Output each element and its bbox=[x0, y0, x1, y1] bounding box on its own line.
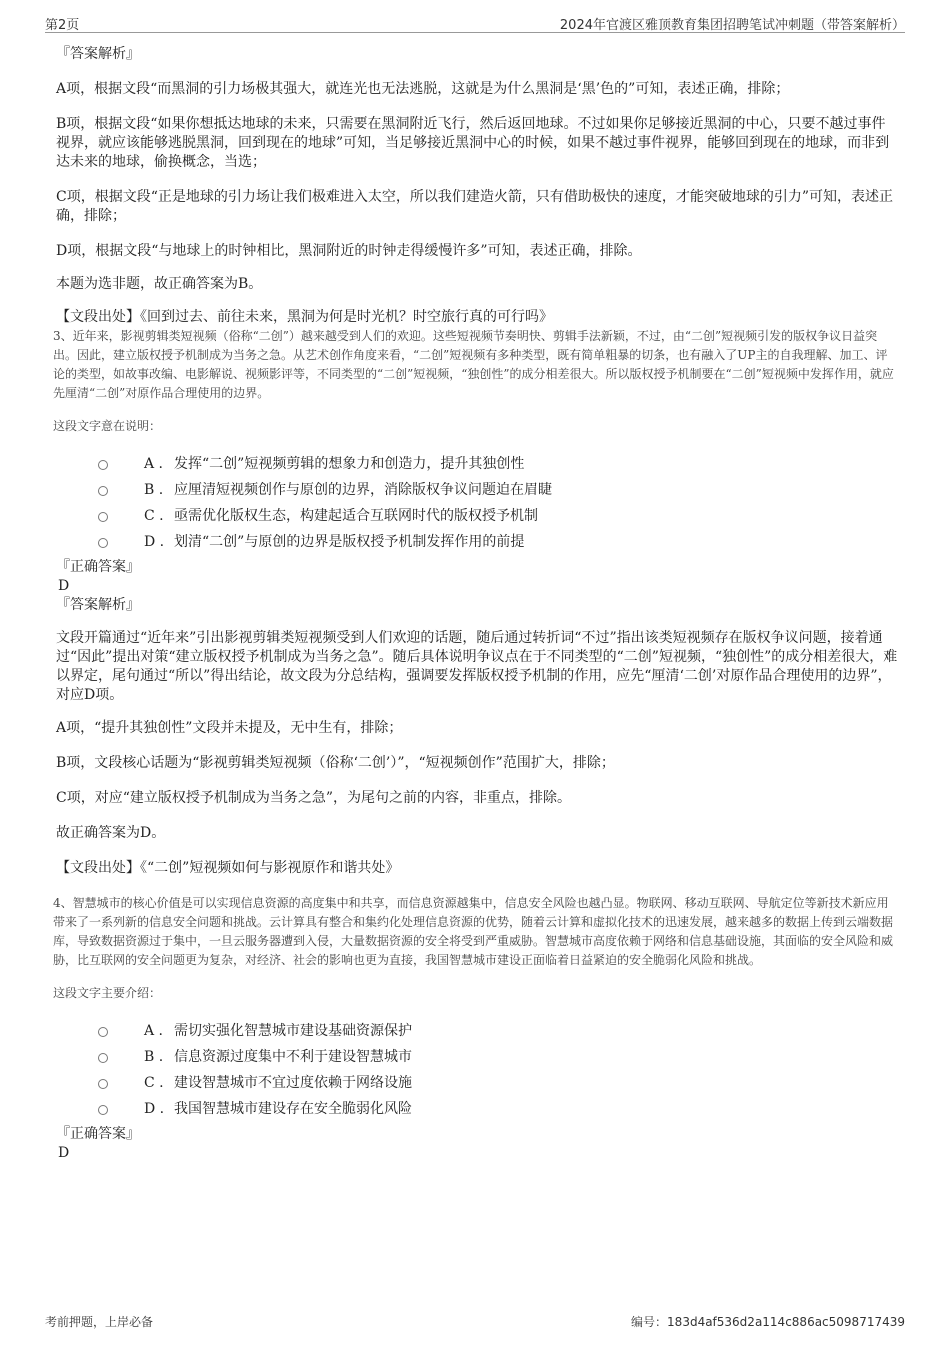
document-code-label: 编号： bbox=[631, 1315, 668, 1329]
option-text: 信息资源过度集中不利于建设智慧城市 bbox=[174, 1049, 412, 1065]
page-content bbox=[53, 45, 898, 1163]
q2-explanation-d: D项，根据文段“与地球上的时钟相比，黑洞附近的时钟走得缓慢许多”可知，表述正确，排除。 bbox=[56, 243, 642, 259]
document-code bbox=[631, 1313, 905, 1330]
option-text: 我国智慧城市建设存在安全脆弱化风险 bbox=[174, 1101, 412, 1117]
q4-prompt: 这段文字主要介绍： bbox=[53, 986, 162, 1000]
option-text: 亟需优化版权生态，构建起适合互联网时代的版权授予机制 bbox=[174, 508, 538, 524]
radio-button-icon[interactable] bbox=[98, 1027, 108, 1037]
footer-slogan: 考前押题，上岸必备 bbox=[45, 1315, 154, 1329]
option-letter: A . bbox=[144, 1023, 164, 1039]
option-letter: C . bbox=[144, 1075, 164, 1091]
option-text: 发挥“二创”短视频剪辑的想象力和创造力，提升其独创性 bbox=[174, 456, 525, 472]
q3-option-b[interactable] bbox=[56, 480, 898, 506]
document-title: 2024年官渡区雅顶教育集团招聘笔试冲刺题（带答案解析） bbox=[559, 18, 905, 33]
option-letter: C . bbox=[144, 508, 164, 524]
q4-option-a[interactable] bbox=[56, 1021, 898, 1047]
q4-answer: D bbox=[58, 1145, 70, 1161]
option-letter: B . bbox=[144, 1049, 164, 1065]
q3-stem: 3、近年来，影视剪辑类短视频（俗称“二创”）越来越受到人们的欢迎。这些短视频节奏明快、剪辑手法新颖，不过，由“二创”短视频引发的版权争议日益突出。因此，建立版权授予机制成为当务之急。从艺术创作角度来看，“二创”短视频有多种类型，既有简单粗暴的切条，也有融入了UP主的自我理解、加工、评论的类型，如故事改编、电影解说、视频影评等，不同类型的“二创”短视频，“独创性”的成分相差很大。所以版权授予机制要在“二创”短视频中发挥作用，就应先厘清“二创”对原作品合理使用的边界。 bbox=[53, 329, 894, 400]
radio-button-icon[interactable] bbox=[98, 512, 108, 522]
q3-conclusion: 故正确答案为D。 bbox=[56, 825, 166, 841]
q3-explanation-c: C项，对应“建立版权授予机制成为当务之急”，为尾句之前的内容，非重点，排除。 bbox=[56, 790, 572, 806]
q3-explanation-b: B项，文段核心话题为“影视剪辑类短视频（俗称‘二创’）”，“短视频创作”范围扩大，排除； bbox=[56, 755, 615, 771]
option-letter: B . bbox=[144, 482, 164, 498]
radio-button-icon[interactable] bbox=[98, 486, 108, 496]
q2-conclusion: 本题为选非题，故正确答案为B。 bbox=[56, 276, 263, 292]
radio-button-icon[interactable] bbox=[98, 1079, 108, 1089]
q4-option-c[interactable] bbox=[56, 1073, 898, 1099]
q4-stem: 4、智慧城市的核心价值是可以实现信息资源的高度集中和共享，而信息资源越集中，信息安全风险也越凸显。物联网、移动互联网、导航定位等新技术新应用带来了一系列新的信息安全问题和挑战。云计算具有整合和集约化处理信息资源的优势，随着云计算和虚拟化技术的迅速发展，越来越多的数据上传到云端数据库，导致数据资源过于集中，一旦云服务器遭到入侵，大量数据资源的安全将受到严重威胁。智慧城市高度依赖于网络和信息基础设施，其面临的安全风险和威胁，比互联网的安全问题更为复杂，对经济、社会的影响也更为直接，我国智慧城市建设正面临着日益紧迫的安全脆弱化风险和挑战。 bbox=[53, 896, 894, 967]
radio-button-icon[interactable] bbox=[98, 1053, 108, 1063]
page-header bbox=[45, 12, 905, 33]
q3-explanation-heading: 『答案解析』 bbox=[56, 597, 140, 613]
option-text: 应厘清短视频创作与原创的边界，消除版权争议问题迫在眉睫 bbox=[174, 482, 552, 498]
q3-answer-heading: 『正确答案』 bbox=[56, 559, 140, 575]
q4-option-d[interactable] bbox=[56, 1099, 898, 1125]
q2-source: 【文段出处】《回到过去、前往未来，黑洞为何是时光机？时空旅行真的可行吗》 bbox=[56, 309, 553, 325]
option-letter: A . bbox=[144, 456, 164, 472]
q3-explanation: 文段开篇通过“近年来”引出影视剪辑类短视频受到人们欢迎的话题，随后通过转折词“不过”指出该类短视频存在版权争议问题，接着通过“因此”提出对策“建立版权授予机制成为当务之急”。随后具体说明争议点在于不同类型的“二创”短视频，“独创性”的成分相差很大，难以界定，尾句通过“所以”得出结论，故文段为分总结构，强调要发挥版权授予机制的作用，应先“厘清‘二创’对原作品合理使用的边界”，对应D项。 bbox=[56, 630, 898, 703]
q3-options bbox=[56, 454, 898, 558]
q3-option-d[interactable] bbox=[56, 532, 898, 558]
page-footer bbox=[45, 1313, 905, 1331]
document-code-value: 183d4af536d2a114c886ac5098717439 bbox=[667, 1315, 905, 1329]
q3-source: 【文段出处】《“二创”短视频如何与影视原作和谐共处》 bbox=[56, 860, 400, 876]
option-text: 需切实强化智慧城市建设基础资源保护 bbox=[174, 1023, 412, 1039]
q4-option-b[interactable] bbox=[56, 1047, 898, 1073]
q4-options bbox=[56, 1021, 898, 1125]
option-text: 划清“二创”与原创的边界是版权授予机制发挥作用的前提 bbox=[174, 534, 525, 550]
radio-button-icon[interactable] bbox=[98, 538, 108, 548]
option-text: 建设智慧城市不宜过度依赖于网络设施 bbox=[174, 1075, 412, 1091]
radio-button-icon[interactable] bbox=[98, 460, 108, 470]
q2-explanation-heading: 『答案解析』 bbox=[56, 46, 140, 62]
q3-explanation-a: A项，“提升其独创性”文段并未提及，无中生有，排除； bbox=[56, 720, 403, 736]
q3-prompt: 这段文字意在说明： bbox=[53, 419, 162, 433]
q2-explanation-c: C项，根据文段“正是地球的引力场让我们极难进入太空，所以我们建造火箭，只有借助极快的速度，才能突破地球的引力”可知，表述正确，排除； bbox=[56, 189, 894, 224]
q4-answer-heading: 『正确答案』 bbox=[56, 1126, 140, 1142]
option-letter: D . bbox=[144, 534, 165, 550]
q3-answer: D bbox=[58, 578, 70, 594]
q3-option-c[interactable] bbox=[56, 506, 898, 532]
page-number: 第2页 bbox=[45, 18, 80, 33]
q2-explanation-b: B项，根据文段“如果你想抵达地球的未来，只需要在黑洞附近飞行，然后返回地球。不过如果你足够接近黑洞的中心，只要不越过事件视界，就应该能够逃脱黑洞，回到现在的地球”可知，当足够接近黑洞中心的时候，如果不越过事件视界，能够回到现在的地球，而非到达未来的地球，偷换概念，当选； bbox=[56, 116, 890, 170]
q2-explanation-a: A项，根据文段“而黑洞的引力场极其强大，就连光也无法逃脱，这就是为什么黑洞是‘黑’色的”可知，表述正确，排除； bbox=[56, 81, 790, 97]
q3-option-a[interactable] bbox=[56, 454, 898, 480]
radio-button-icon[interactable] bbox=[98, 1105, 108, 1115]
option-letter: D . bbox=[144, 1101, 165, 1117]
